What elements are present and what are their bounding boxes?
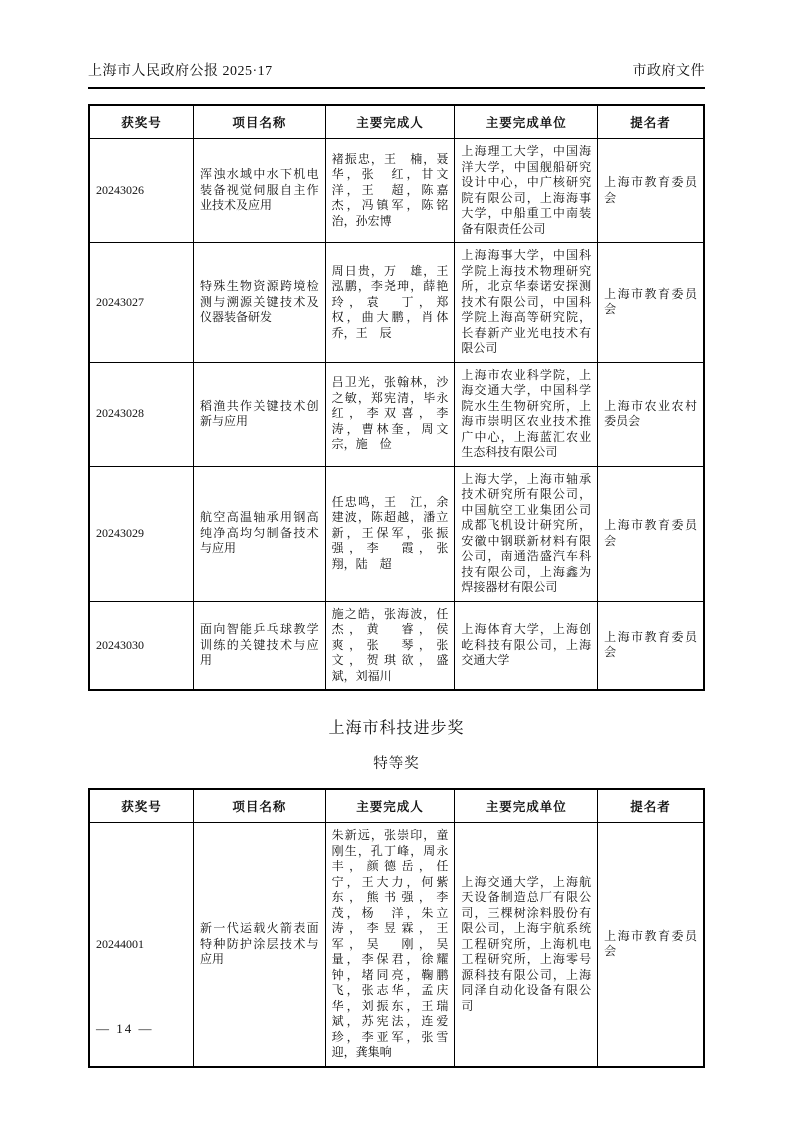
table-row xyxy=(89,362,704,466)
people-cell: 周日贵，万 雄，王泓鹏，李尧珅，薛艳玲，袁 丁，郑 权，曲大鹏，肖体乔，王 辰 xyxy=(325,243,455,363)
col-header-award-no: 获奖号 xyxy=(89,789,194,823)
col-header-nominator: 提名者 xyxy=(598,789,704,823)
table-row xyxy=(89,139,704,243)
header-left-title: 上海市人民政府公报 2025·17 xyxy=(88,64,273,79)
award-id-cell: 20244001 xyxy=(89,823,194,1067)
table-row xyxy=(89,243,704,363)
col-header-people: 主要完成人 xyxy=(325,105,455,139)
awards-table-2 xyxy=(88,788,705,1068)
nominator-cell: 上海市教育委员会 xyxy=(598,243,704,363)
col-header-award-no: 获奖号 xyxy=(89,105,194,139)
section-title: 上海市科技进步奖 xyxy=(328,720,465,737)
units-cell: 上海市农业科学院，上海交通大学，中国科学院水生生物研究所，上海市崇明区农业技术推广中心，上海蓝汇农业生态科技有限公司 xyxy=(455,362,598,466)
people-cell: 任忠鸣，王 江，余建波，陈超越，潘立新，王保军，张振强，李 霞，张 翔，陆 超 xyxy=(325,466,455,601)
units-cell: 上海大学，上海市轴承技术研究所有限公司，中国航空工业集团公司成都飞机设计研究所，安徽中钢联新材料有限公司，南通浩盛汽车科技有限公司，上海鑫为焊接器材有限公司 xyxy=(455,466,598,601)
running-header xyxy=(88,0,705,80)
people-cell: 褚振忠，王 楠，聂 华，张 红，甘文洋，王 超，陈嘉杰，冯镇军，陈铭治，孙宏博 xyxy=(325,139,455,243)
nominator-cell: 上海市教育委员会 xyxy=(598,823,704,1067)
nominator-cell: 上海市教育委员会 xyxy=(598,601,704,690)
page-number: — 14 — xyxy=(96,1021,154,1036)
project-cell: 新一代运载火箭表面特种防护涂层技术与应用 xyxy=(194,823,326,1067)
project-cell: 面向智能乒乓球教学训练的关键技术与应用 xyxy=(194,601,326,690)
award-id-cell: 20243029 xyxy=(89,466,194,601)
nominator-cell: 上海市教育委员会 xyxy=(598,466,704,601)
nominator-cell: 上海市教育委员会 xyxy=(598,139,704,243)
award-id-cell: 20243028 xyxy=(89,362,194,466)
award-id-cell: 20243030 xyxy=(89,601,194,690)
col-header-project: 项目名称 xyxy=(194,105,326,139)
project-cell: 稻渔共作关键技术创新与应用 xyxy=(194,362,326,466)
units-cell: 上海理工大学，中国海洋大学，中国舰船研究设计中心，中广核研究院有限公司，上海海事大学，中船重工中南装备有限责任公司 xyxy=(455,139,598,243)
award-id-cell: 20243027 xyxy=(89,243,194,363)
units-cell: 上海体育大学，上海创屹科技有限公司，上海交通大学 xyxy=(455,601,598,690)
section-subtitle: 特等奖 xyxy=(373,756,420,772)
nominator-cell: 上海市农业农村委员会 xyxy=(598,362,704,466)
header-right-label: 市政府文件 xyxy=(632,64,705,79)
table-row xyxy=(89,601,704,690)
project-cell: 特殊生物资源跨境检测与溯源关键技术及仪器装备研发 xyxy=(194,243,326,363)
units-cell: 上海交通大学，上海航天设备制造总厂有限公司，三棵树涂料股份有限公司，上海宇航系统工程研究所，上海机电工程研究所，上海零号源科技有限公司，上海同泽自动化设备有限公司 xyxy=(455,823,598,1067)
table-row xyxy=(89,823,704,1067)
header-divider xyxy=(88,87,705,89)
awards-table-1 xyxy=(88,104,705,691)
col-header-nominator: 提名者 xyxy=(598,105,704,139)
col-header-project: 项目名称 xyxy=(194,789,326,823)
col-header-people: 主要完成人 xyxy=(325,789,455,823)
award-id-cell: 20243026 xyxy=(89,139,194,243)
project-cell: 航空高温轴承用钢高纯净高均匀制备技术与应用 xyxy=(194,466,326,601)
page-content xyxy=(88,0,705,1068)
people-cell: 吕卫光，张翰林，沙之敏，郑宪清，毕永红，李双喜，李 涛，曹林奎，周文宗，施 俭 xyxy=(325,362,455,466)
project-cell: 浑浊水域中水下机电装备视觉伺服自主作业技术及应用 xyxy=(194,139,326,243)
table-row xyxy=(89,466,704,601)
people-cell: 施之皓，张海波，任 杰，黄 睿，侯 爽，张 琴，张 文，贺琪欲，盛 斌，刘福川 xyxy=(325,601,455,690)
units-cell: 上海海事大学，中国科学院上海技术物理研究所，北京华泰诺安探测技术有限公司，中国科学院上海高等研究院，长春新产业光电技术有限公司 xyxy=(455,243,598,363)
people-cell: 朱新远，张崇印，童刚生，孔丁峰，周永丰，颜德岳，任 宁，王大力，何紫东，熊书强，李 茂，杨 洋，朱立涛，李昱霖，王 军，吴 刚，吴 量，李保君，徐耀钟，堵同亮，鞠鹏飞，张志华，孟庆华，刘振东，王瑞斌，苏宪法，连爱珍，李亚军，张雪迎，龚集响 xyxy=(325,823,455,1067)
table-header-row xyxy=(89,105,704,139)
table-header-row xyxy=(89,789,704,823)
col-header-units: 主要完成单位 xyxy=(455,105,598,139)
col-header-units: 主要完成单位 xyxy=(455,789,598,823)
